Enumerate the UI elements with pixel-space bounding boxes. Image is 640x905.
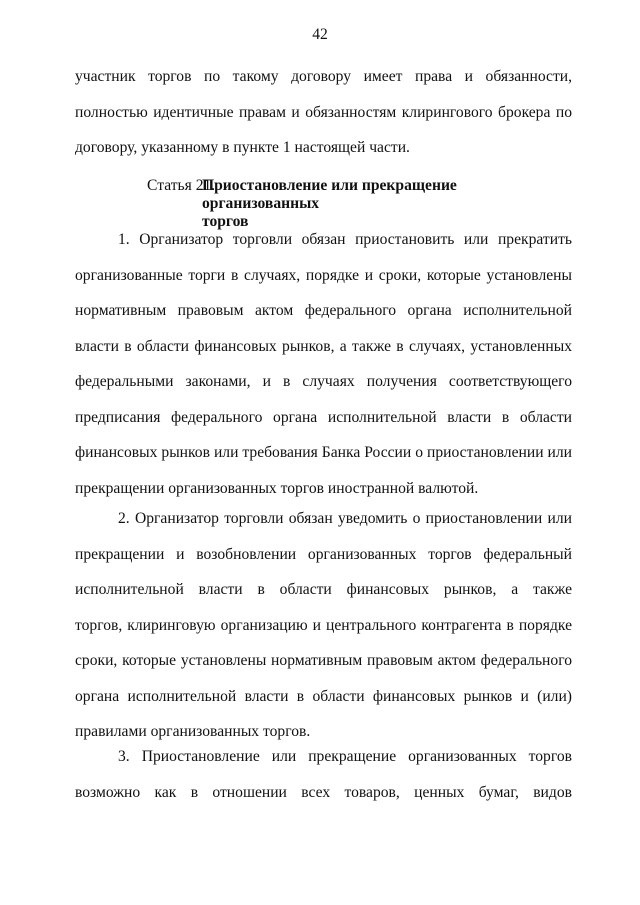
text-line: 2. Организатор торговли обязан уведомить о приостановлении или bbox=[118, 510, 572, 527]
text-line: исполнительной власти в области финансовых рынков, а также bbox=[75, 581, 572, 598]
paragraph-1 bbox=[75, 222, 572, 506]
page-number: 42 bbox=[312, 26, 328, 43]
article-title-line: Приостановление или прекращение организованных bbox=[202, 177, 457, 212]
text-line: 1. Организатор торговли обязан приостановить или прекратить bbox=[118, 231, 572, 248]
text-line: сроки, которые установлены нормативным правовым актом федерального bbox=[75, 652, 572, 669]
paragraph-3 bbox=[75, 739, 572, 810]
text-line: участник торгов по такому договору имеет права и обязанности, bbox=[75, 68, 572, 85]
text-line: финансовых рынков или требования Банка России о приостановлении или bbox=[75, 444, 572, 461]
text-line: нормативным правовым актом федерального органа исполнительной bbox=[75, 302, 572, 319]
text-line: прекращении организованных торгов иностранной валютой. bbox=[75, 479, 479, 497]
text-line: возможно как в отношении всех товаров, ценных бумаг, видов bbox=[75, 783, 572, 801]
text-line: договору, указанному в пункте 1 настоящей части. bbox=[75, 139, 410, 156]
text-line: 3. Приостановление или прекращение организованных торгов bbox=[118, 748, 572, 765]
article-number: Статья 21. bbox=[147, 177, 216, 194]
text-line: предписания федерального органа исполнительной власти в области bbox=[75, 408, 572, 426]
text-line: правилами организованных торгов. bbox=[75, 723, 311, 740]
text-line: организованные торги в случаях, порядке и сроки, которые установлены bbox=[75, 266, 572, 284]
paragraph-2 bbox=[75, 501, 572, 750]
text-line: органа исполнительной власти в области финансовых рынков и (или) bbox=[75, 687, 572, 705]
text-line: федеральными законами, и в случаях получения соответствующего bbox=[75, 373, 572, 390]
text-line: власти в области финансовых рынков, а также в случаях, установленных bbox=[75, 337, 572, 355]
article-title-line: торгов bbox=[202, 213, 249, 230]
text-line: полностью идентичные правам и обязанностям клирингового брокера по bbox=[75, 103, 572, 121]
text-line: прекращении и возобновлении организованных торгов федеральный bbox=[75, 545, 572, 563]
text-line: торгов, клиринговую организацию и центрального контрагента в порядке bbox=[75, 616, 572, 634]
paragraph-continuation bbox=[75, 59, 572, 166]
